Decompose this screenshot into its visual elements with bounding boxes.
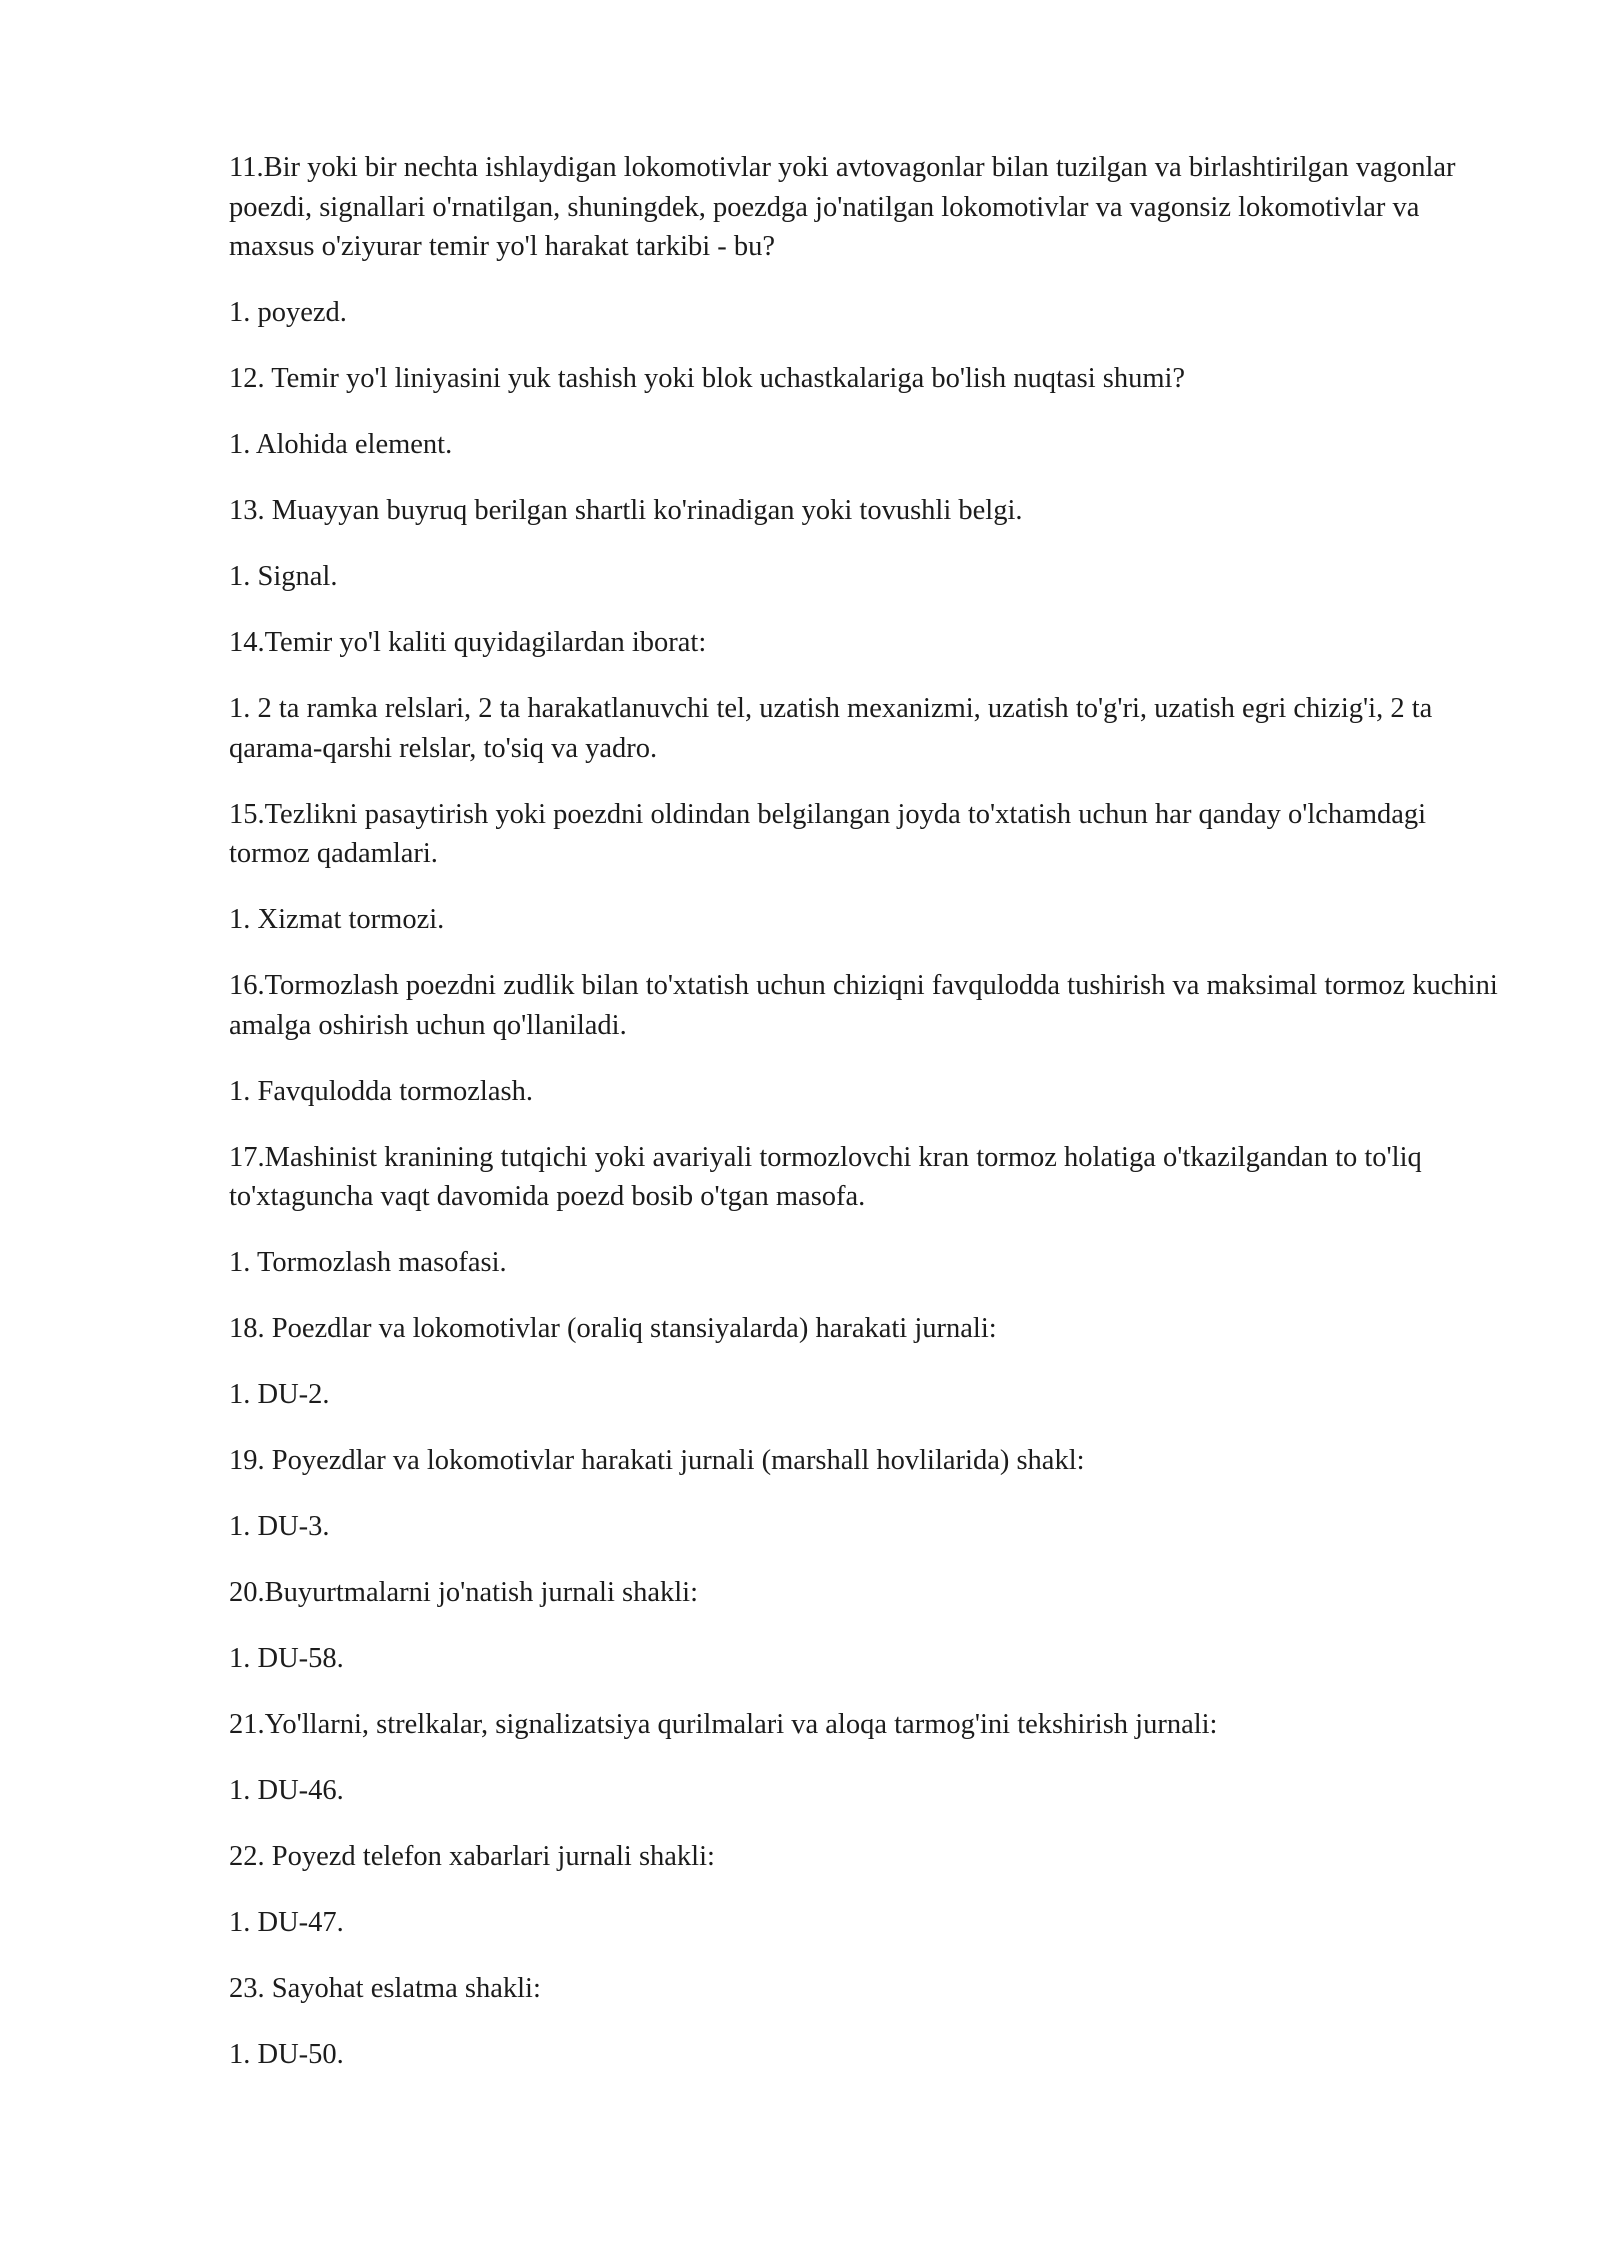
answer-14: 1. 2 ta ramka relslari, 2 ta harakatlanuvchi tel, uzatish mexanizmi, uzatish to'g'ri, uzatish egri chizig'i, 2 ta qarama-qarshi relslar, to'siq va yadro. bbox=[229, 693, 1433, 764]
answer-13: 1. Signal. bbox=[229, 561, 338, 592]
question-12: 12. Temir yo'l liniyasini yuk tashish yoki blok uchastkalariga bo'lish nuqtasi shumi? bbox=[229, 363, 1186, 394]
question-14: 14.Temir yo'l kaliti quyidagilardan iborat: bbox=[229, 627, 707, 658]
question-13: 13. Muayyan buyruq berilgan shartli ko'rinadigan yoki tovushli belgi. bbox=[229, 495, 1023, 526]
answer-21: 1. DU-46. bbox=[229, 1775, 344, 1806]
answer-20: 1. DU-58. bbox=[229, 1643, 344, 1674]
question-22: 22. Poyezd telefon xabarlari jurnali shakli: bbox=[229, 1841, 715, 1872]
answer-23: 1. DU-50. bbox=[229, 2039, 344, 2070]
question-18: 18. Poezdlar va lokomotivlar (oraliq stansiyalarda) harakati jurnali: bbox=[229, 1313, 997, 1344]
question-21: 21.Yo'llarni, strelkalar, signalizatsiya qurilmalari va aloqa tarmog'ini tekshirish jurnali: bbox=[229, 1709, 1218, 1740]
answer-17: 1. Tormozlash masofasi. bbox=[229, 1247, 507, 1278]
answer-22: 1. DU-47. bbox=[229, 1907, 344, 1938]
answer-16: 1. Favqulodda tormozlash. bbox=[229, 1075, 533, 1107]
answer-11: 1. poyezd. bbox=[229, 297, 347, 328]
answer-12: 1. Alohida element. bbox=[229, 429, 453, 460]
question-15: 15.Tezlikni pasaytirish yoki poezdni oldindan belgilangan joyda to'xtatish uchun har qanday o'lchamdagi tormoz qadamlari. bbox=[229, 798, 1427, 869]
question-16: 16.Tormozlash poezdni zudlik bilan to'xtatish uchun chiziqni favqulodda tushirish va maksimal tormoz kuchini amalga oshirish uchun qo'llaniladi. bbox=[229, 970, 1498, 1041]
question-20: 20.Buyurtmalarni jo'natish jurnali shakli: bbox=[229, 1577, 698, 1608]
question-11: 11.Bir yoki bir nechta ishlaydigan lokomotivlar yoki avtovagonlar bilan tuzilgan va birlashtirilgan vagonlar poezdi, signallari o'rnatilgan, shuningdek, poezdga jo'natilgan lokomotivlar va vagonsiz lokomotivlar va maxsus o'ziyurar temir yo'l harakat tarkibi - bu? bbox=[229, 152, 1456, 262]
answer-19: 1. DU-3. bbox=[229, 1511, 330, 1542]
answer-15: 1. Xizmat tormozi. bbox=[229, 904, 445, 935]
question-17: 17.Mashinist kranining tutqichi yoki avariyali tormozlovchi kran tormoz holatiga o'tkazilgandan to to'liq to'xtaguncha vaqt davomida poezd bosib o'tgan masofa. bbox=[229, 1141, 1422, 1212]
document-body bbox=[229, 148, 1499, 2101]
question-23: 23. Sayohat eslatma shakli: bbox=[229, 1973, 541, 2004]
answer-18: 1. DU-2. bbox=[229, 1379, 330, 1410]
question-19: 19. Poyezdlar va lokomotivlar harakati jurnali (marshall hovlilarida) shakl: bbox=[229, 1445, 1085, 1476]
